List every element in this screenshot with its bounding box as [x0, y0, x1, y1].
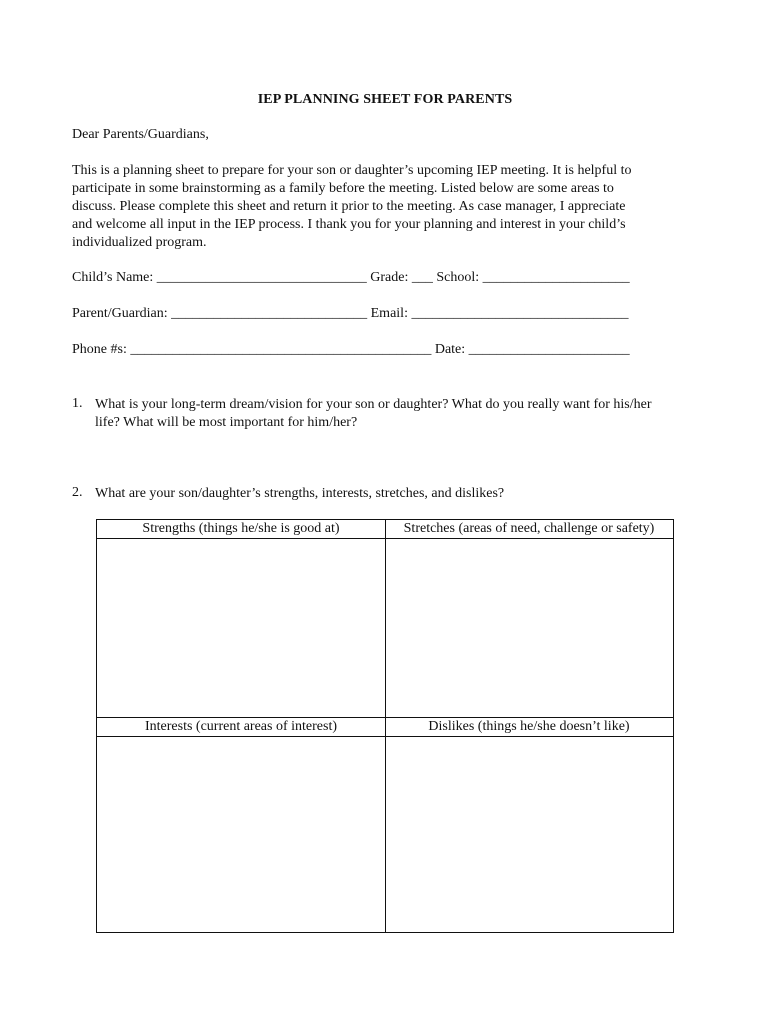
intro-line: individualized program. — [72, 235, 207, 250]
phone-date-field[interactable]: Phone #s: ___________________________________________ Date: _______________________ — [72, 342, 630, 357]
grid-divider-horizontal — [97, 717, 673, 718]
intro-paragraph — [72, 162, 692, 252]
question-text-line: What are your son/daughter’s strengths, interests, stretches, and dislikes? — [95, 486, 505, 501]
dislikes-header: Dislikes (things he/she doesn’t like) — [428, 719, 630, 734]
intro-line: participate in some brainstorming as a family before the meeting. Listed below are some areas to — [72, 181, 614, 196]
grid-divider-horizontal — [97, 736, 673, 737]
question-text-line: What is your long-term dream/vision for your son or daughter? What do you really want for his/her — [95, 397, 652, 412]
question-number: 2. — [72, 485, 83, 500]
stretches-header: Stretches (areas of need, challenge or safety) — [403, 521, 655, 536]
strengths-grid-table — [96, 519, 674, 933]
grid-divider-horizontal — [97, 538, 673, 539]
interests-header: Interests (current areas of interest) — [144, 719, 337, 734]
parent-guardian-email-field[interactable]: Parent/Guardian: ____________________________ Email: _______________________________ — [72, 306, 629, 321]
intro-line: This is a planning sheet to prepare for your son or daughter’s upcoming IEP meeting. It is helpful to — [72, 163, 632, 178]
question-number: 1. — [72, 396, 83, 411]
intro-line: and welcome all input in the IEP process. I thank you for your planning and interest in your child’s — [72, 217, 626, 232]
intro-line: discuss. Please complete this sheet and return it prior to the meeting. As case manager, I appreciate — [72, 199, 626, 214]
strengths-header: Strengths (things he/she is good at) — [142, 521, 340, 536]
question-text-line: life? What will be most important for him/her? — [95, 415, 358, 430]
child-name-grade-school-field[interactable]: Child’s Name: ______________________________ Grade: ___ School: _____________________ — [72, 270, 630, 285]
salutation: Dear Parents/Guardians, — [72, 127, 209, 142]
page-title: IEP PLANNING SHEET FOR PARENTS — [257, 92, 513, 107]
